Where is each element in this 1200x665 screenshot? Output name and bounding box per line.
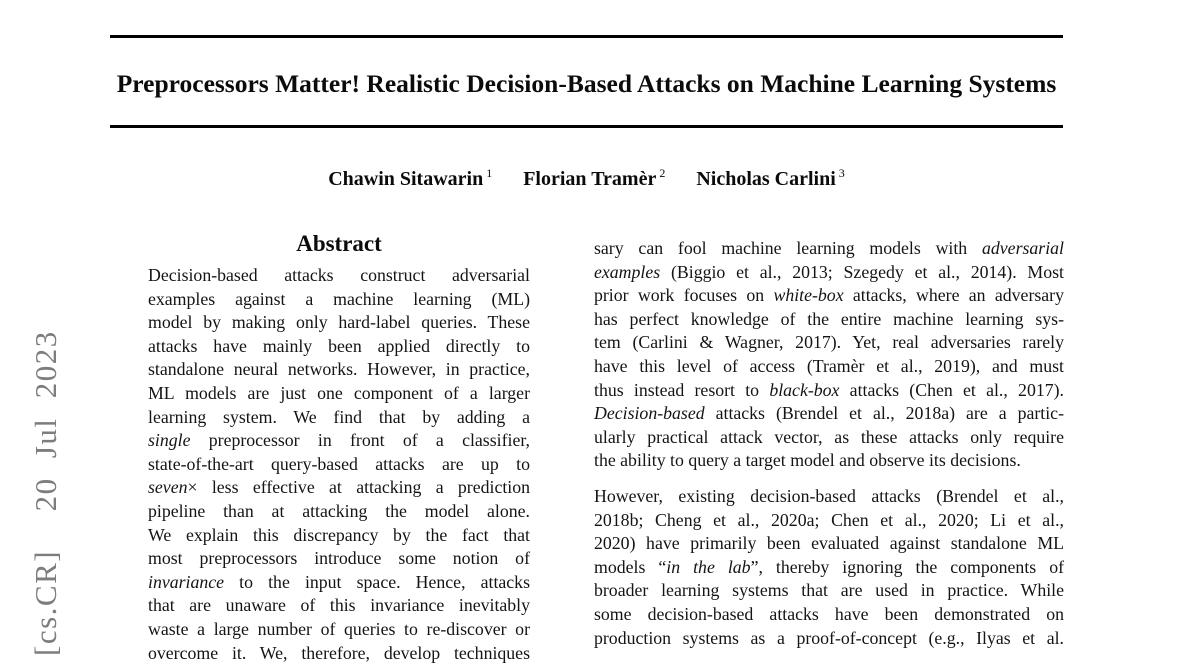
text-line: sary can fool machine learning models with adversarial [594, 237, 1064, 261]
text-line: pipeline than at attacking the model alone. [148, 500, 530, 524]
text-line: invariance to the input space. Hence, attacks [148, 571, 530, 595]
text-line: We explain this discrepancy by the fact that [148, 524, 530, 548]
arxiv-stamp: [cs.CR] 20 Jul 2023 [28, 330, 64, 656]
abstract-heading: Abstract [148, 231, 530, 257]
intro-paragraph-1 [594, 237, 1064, 473]
text-line: tem (Carlini & Wagner, 2017). Yet, real adversaries rarely [594, 331, 1064, 355]
author-name: Florian Tramèr [523, 168, 656, 190]
text-line: that are unaware of this invariance inevitably [148, 594, 530, 618]
text-line: waste a large number of queries to re-discover or [148, 618, 530, 642]
authors-line [110, 167, 1063, 191]
text-line: the ability to query a target model and observe its decisions. [594, 449, 1064, 473]
author-affiliation-marker: 2 [659, 166, 665, 180]
text-line: examples against a machine learning (ML) [148, 288, 530, 312]
intro-paragraph-2 [594, 485, 1064, 650]
text-line: production systems as a proof-of-concept (e.g., Ilyas et al. [594, 627, 1064, 651]
text-line: most preprocessors introduce some notion of [148, 547, 530, 571]
text-line: attacks have mainly been applied directly to [148, 335, 530, 359]
abstract-section [148, 231, 530, 665]
text-line: standalone neural networks. However, in practice, [148, 358, 530, 382]
text-line: overcome it. We, therefore, develop techniques [148, 642, 530, 665]
author-2 [523, 167, 665, 191]
text-line: ularly practical attack vector, as these attacks only require [594, 426, 1064, 450]
paper-title: Preprocessors Matter! Realistic Decision-Based Attacks on Machine Learning Systems [110, 69, 1063, 99]
text-line: seven× less effective at attacking a prediction [148, 476, 530, 500]
text-line: Decision-based attacks (Brendel et al., 2018a) are a partic- [594, 402, 1064, 426]
text-line: 2020) have primarily been evaluated against standalone ML [594, 532, 1064, 556]
title-rule-top [110, 35, 1063, 38]
text-line: thus instead resort to black-box attacks (Chen et al., 2017). [594, 379, 1064, 403]
text-line: state-of-the-art query-based attacks are up to [148, 453, 530, 477]
text-line: some decision-based attacks have been demonstrated on [594, 603, 1064, 627]
text-line: ML models are just one component of a larger [148, 382, 530, 406]
text-line: However, existing decision-based attacks (Brendel et al., [594, 485, 1064, 509]
introduction-column [594, 237, 1064, 650]
text-line: examples (Biggio et al., 2013; Szegedy et al., 2014). Most [594, 261, 1064, 285]
text-line: prior work focuses on white-box attacks, where an adversary [594, 284, 1064, 308]
author-name: Chawin Sitawarin [328, 168, 483, 190]
text-line: 2018b; Cheng et al., 2020a; Chen et al., 2020; Li et al., [594, 509, 1064, 533]
abstract-body [148, 264, 530, 665]
author-affiliation-marker: 3 [839, 166, 845, 180]
text-line: have this level of access (Tramèr et al., 2019), and must [594, 355, 1064, 379]
text-line: models “in the lab”, thereby ignoring the components of [594, 556, 1064, 580]
text-line: Decision-based attacks construct adversarial [148, 264, 530, 288]
text-line: model by making only hard-label queries. These [148, 311, 530, 335]
author-name: Nicholas Carlini [696, 168, 835, 190]
author-3 [696, 167, 844, 191]
author-affiliation-marker: 1 [486, 166, 492, 180]
author-1 [328, 167, 492, 191]
text-line: broader learning systems that are used in practice. While [594, 579, 1064, 603]
text-line: has perfect knowledge of the entire machine learning sys- [594, 308, 1064, 332]
title-rule-bottom [110, 125, 1063, 128]
text-line: learning system. We find that by adding a [148, 406, 530, 430]
text-line: single preprocessor in front of a classifier, [148, 429, 530, 453]
